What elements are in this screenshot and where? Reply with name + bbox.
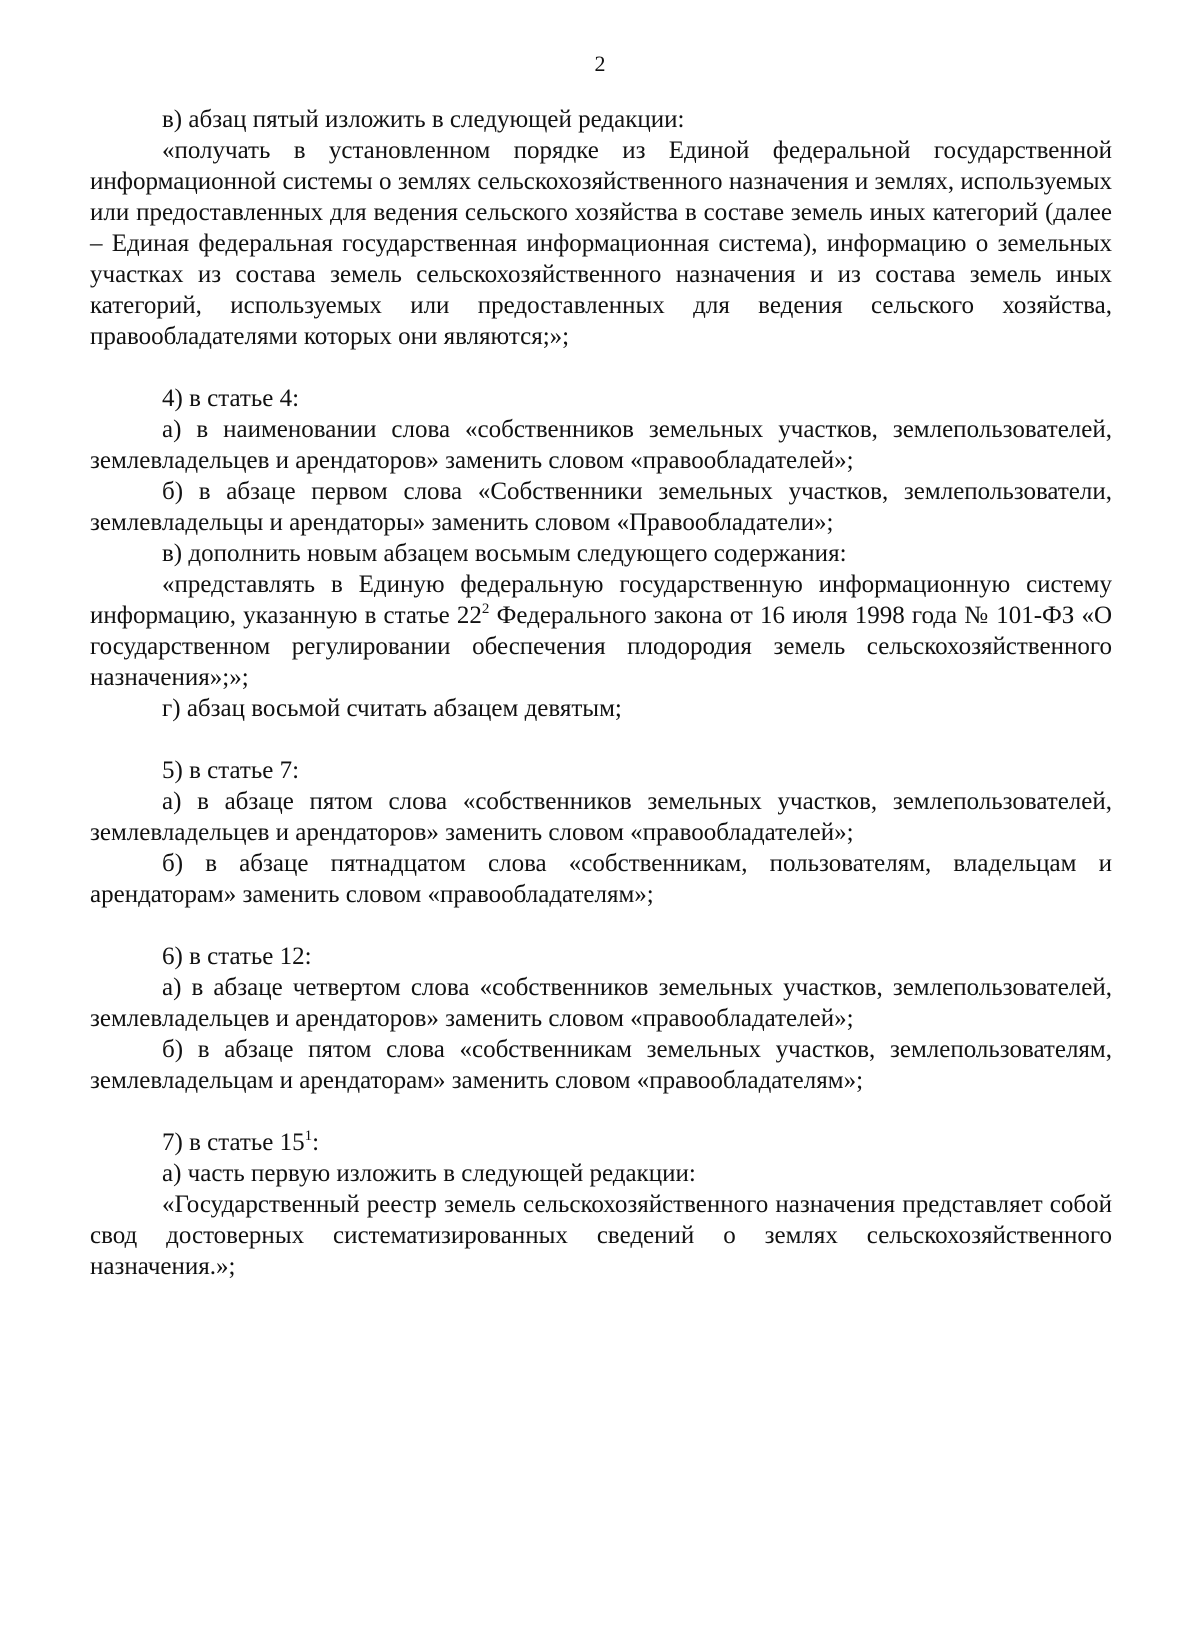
item-4-heading: 4) в статье 4:	[162, 385, 300, 412]
item-7-subitem-a: а) часть первую изложить в следующей редакции:	[162, 1160, 696, 1187]
item-5-heading: 5) в статье 7:	[162, 757, 300, 784]
paragraph-quote-poluchat: «получать в установленном порядке из Единой федеральной государственной информационной системы о землях сельскохозяйственного назначения и землях, используемых или предоставленных для ведения сельского хозяйства в составе земель иных категорий (далее – Единая федеральная государственная информационная система), информацию о земельных участках из состава земель сельскохозяйственного назначения и из состава земель иных категорий, используемых или предоставленных для ведения сельского хозяйства, правообладателями которых они являются;»;	[90, 137, 1112, 350]
paragraph-v-abzac-pyatyi: в) абзац пятый изложить в следующей редакции:	[162, 106, 685, 133]
article-superscript: 1	[304, 1128, 313, 1144]
document-body	[90, 104, 1112, 1282]
item-5-subitem-a: а) в абзаце пятом слова «собственников земельных участков, землепользователей, землевладельцев и арендаторов» заменить словом «правообладателей»;	[90, 788, 1112, 846]
item-6-subitem-a: а) в абзаце четвертом слова «собственников земельных участков, землепользователей, землевладельцев и арендаторов» заменить словом «правообладателей»;	[90, 974, 1112, 1032]
article-superscript: 2	[481, 601, 490, 617]
quote-predstavlyat-text-end: Федерального закона от 16 июля 1998 года № 101-ФЗ «О государственном регулировании обеспечения плодородия земель сельскохозяйственного назначения»;»;	[90, 602, 1112, 691]
item-4-subitem-v: в) дополнить новым абзацем восьмым следующего содержания:	[162, 540, 847, 567]
item-7-heading	[90, 1127, 1112, 1158]
item-5-subitem-b: б) в абзаце пятнадцатом слова «собственникам, пользователям, владельцам и арендаторам» заменить словом «правообладателям»;	[90, 850, 1112, 908]
page-number: 2	[594, 51, 606, 76]
paragraph-quote-gosreestr: «Государственный реестр земель сельскохозяйственного назначения представляет собой свод достоверных систематизированных сведений о землях сельскохозяйственного назначения.»;	[90, 1191, 1112, 1280]
item-4-subitem-g: г) абзац восьмой считать абзацем девятым;	[162, 695, 622, 722]
item-7-heading-text: 7) в статье 15	[162, 1129, 305, 1156]
item-6-subitem-b: б) в абзаце пятом слова «собственникам земельных участков, землепользователям, землевладельцам и арендаторам» заменить словом «правообладателям»;	[90, 1036, 1112, 1094]
item-7-heading-colon: :	[312, 1129, 320, 1156]
quote-predstavlyat-text-start: «представлять в Единую федеральную государственную информационную систему информацию, указанную в статье 22	[90, 571, 1112, 629]
item-4-subitem-a: а) в наименовании слова «собственников земельных участков, землепользователей, землевладельцев и арендаторов» заменить словом «правообладателей»;	[90, 416, 1112, 474]
paragraph-quote-predstavlyat	[90, 569, 1112, 693]
item-4-subitem-b: б) в абзаце первом слова «Собственники земельных участков, землепользователи, землевладельцы и арендаторы» заменить словом «Правообладатели»;	[90, 478, 1112, 536]
item-6-heading: 6) в статье 12:	[162, 943, 312, 970]
